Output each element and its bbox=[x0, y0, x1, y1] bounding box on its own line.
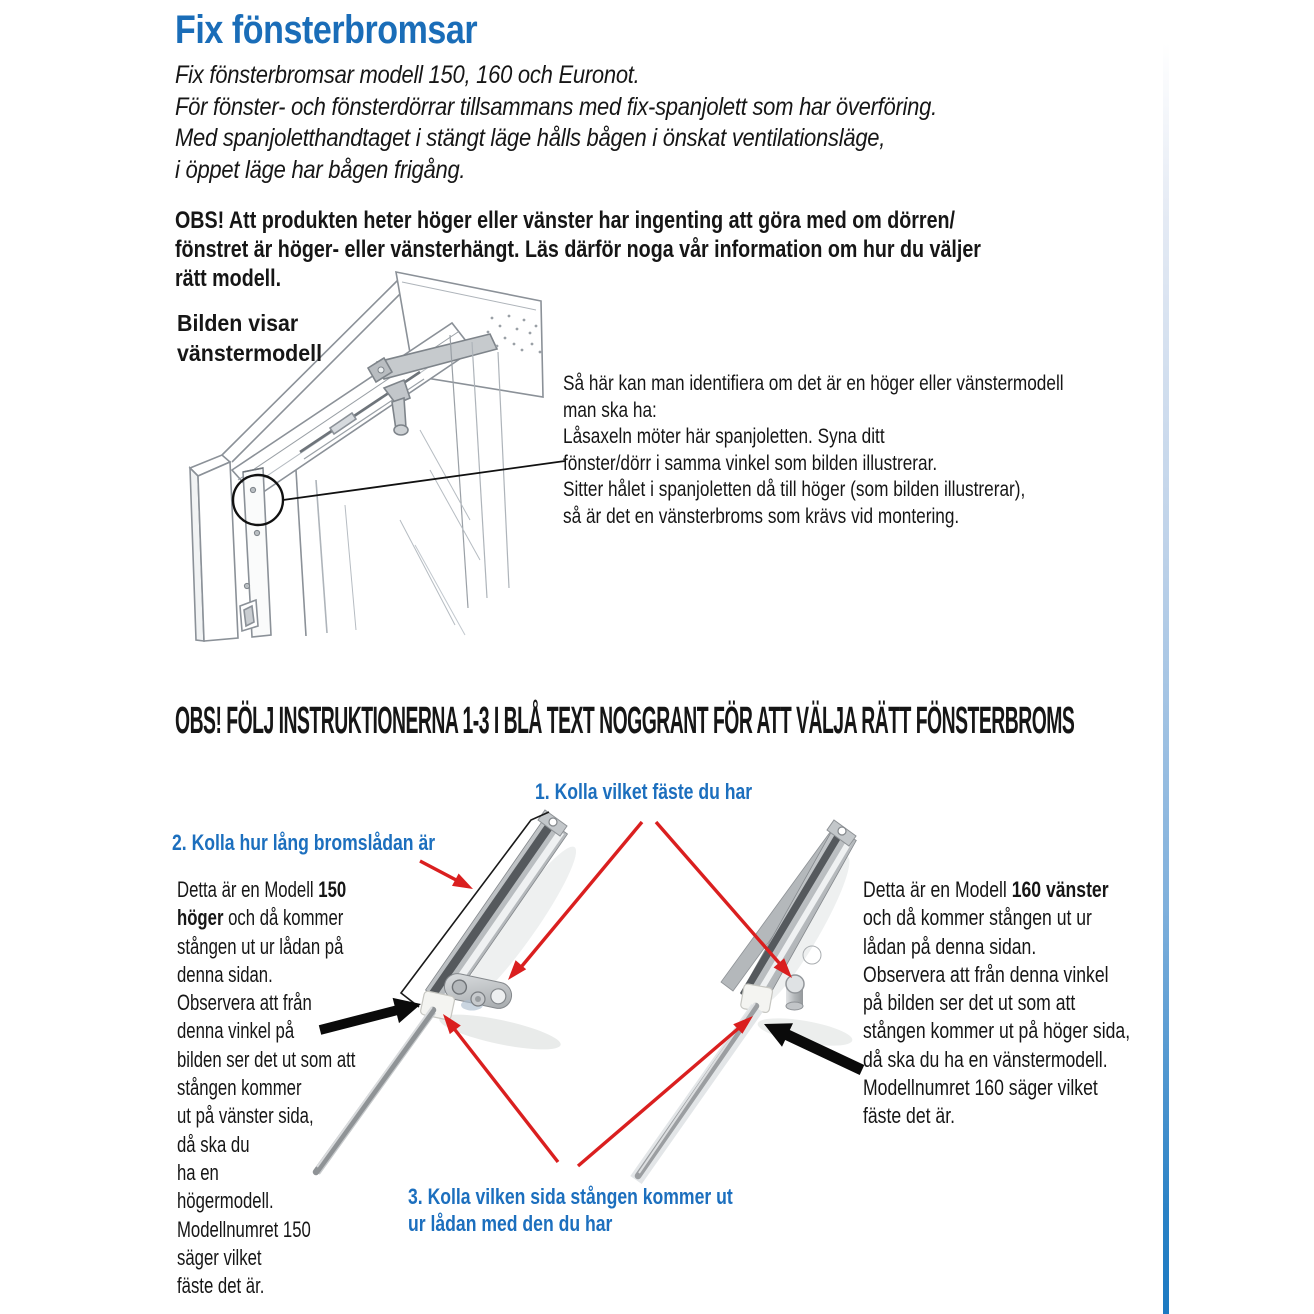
text-line bbox=[177, 1046, 355, 1074]
text-line: Med spanjoletthandtaget i stängt läge hålls bågen i önskat ventilationsläge, bbox=[175, 124, 886, 152]
text-segment: Detta är en Modell bbox=[177, 877, 319, 902]
text-line: OBS! Att produkten heter höger eller vänster har ingenting att göra med om dörren/ bbox=[175, 207, 956, 234]
text-segment: Observera att från bbox=[177, 990, 312, 1016]
text-segment: denna vinkel på bbox=[177, 1018, 295, 1044]
text-line: fönster/dörr i samma vinkel som bilden illustrerar. bbox=[563, 451, 938, 475]
step1-label: 1. Kolla vilket fäste du har bbox=[535, 779, 753, 804]
text-line bbox=[863, 933, 1130, 961]
text-line: rätt modell. bbox=[175, 265, 282, 292]
text-line bbox=[863, 876, 1130, 904]
text-line: vänstermodell bbox=[177, 339, 323, 366]
text-line bbox=[863, 1102, 1130, 1130]
text-line bbox=[177, 933, 355, 961]
step2-label: 2. Kolla hur lång bromslådan är bbox=[172, 830, 436, 855]
text-line: Sitter hålet i spanjoletten då till höger (som bilden illustrerar), bbox=[563, 478, 1026, 501]
text-line bbox=[177, 1017, 355, 1045]
text-segment: då ska du ha en vänstermodell. bbox=[863, 1046, 1108, 1072]
text-segment: fäste det är. bbox=[177, 1273, 265, 1299]
obs-paragraph bbox=[175, 206, 981, 293]
text-line bbox=[863, 1046, 1130, 1074]
text-line: Fix fönsterbromsar modell 150, 160 och Euronot. bbox=[175, 61, 640, 89]
text-segment: ha en bbox=[177, 1159, 219, 1185]
text-line: fönstret är höger- eller vänsterhängt. Läs därför noga vår information om hur du väljer bbox=[175, 236, 981, 263]
text-segment: högermodell. bbox=[177, 1188, 274, 1214]
text-segment: ut på vänster sida, bbox=[177, 1103, 314, 1129]
text-line bbox=[177, 961, 355, 989]
step3-line2: ur lådan med den du har bbox=[408, 1210, 613, 1236]
brake-150-photo bbox=[316, 810, 588, 1174]
text-segment: Modellnumret 160 säger vilket bbox=[863, 1075, 1098, 1101]
text-line bbox=[863, 1074, 1130, 1102]
text-line bbox=[863, 961, 1130, 989]
text-line bbox=[177, 904, 355, 932]
text-segment: 160 vänster bbox=[1011, 877, 1109, 902]
image-caption bbox=[177, 309, 322, 368]
text-line bbox=[177, 1187, 355, 1215]
text-line: För fönster- och fönsterdörrar tillsammans med fix-spanjolett som har överföring. bbox=[175, 92, 937, 121]
text-line bbox=[177, 1244, 355, 1272]
text-segment: stången kommer bbox=[177, 1075, 302, 1101]
text-segment: och då kommer stången ut ur bbox=[863, 905, 1092, 931]
text-line bbox=[863, 1017, 1130, 1045]
text-segment: 150 bbox=[318, 877, 347, 902]
text-line bbox=[177, 989, 355, 1017]
text-line: Låsaxeln möter här spanjoletten. Syna ditt bbox=[563, 425, 885, 448]
model-160-description bbox=[863, 876, 1130, 1131]
text-line bbox=[177, 1159, 355, 1187]
text-line: Bilden visar bbox=[177, 310, 299, 336]
page-edge-gradient-bar bbox=[1163, 43, 1169, 1314]
text-line bbox=[177, 876, 355, 904]
text-line bbox=[863, 989, 1130, 1017]
text-line bbox=[177, 1131, 355, 1159]
intro-paragraph bbox=[175, 60, 937, 186]
brake-160-photo bbox=[636, 820, 860, 1180]
text-segment: då ska du bbox=[177, 1131, 250, 1157]
identify-paragraph bbox=[563, 371, 1064, 530]
text-segment: lådan på denna sidan. bbox=[863, 933, 1037, 959]
text-segment: stången ut ur lådan på bbox=[177, 933, 344, 959]
text-line: man ska ha: bbox=[563, 398, 657, 422]
text-segment: säger vilket bbox=[177, 1244, 262, 1270]
text-segment: denna sidan. bbox=[177, 961, 273, 987]
text-line bbox=[177, 1102, 355, 1130]
model-150-description bbox=[177, 876, 355, 1300]
text-segment: fäste det är. bbox=[863, 1103, 955, 1129]
text-segment: Observera att från denna vinkel bbox=[863, 961, 1109, 987]
text-line bbox=[177, 1074, 355, 1102]
text-segment: och då kommer bbox=[223, 905, 344, 931]
red-arrow-step1-right bbox=[656, 822, 792, 978]
text-line: i öppet läge har bågen frigång. bbox=[175, 155, 466, 184]
red-arrow-step2 bbox=[420, 861, 473, 889]
page-title: Fix fönsterbromsar bbox=[175, 8, 478, 52]
text-line: Så här kan man identifiera om det är en höger eller vänstermodell bbox=[563, 372, 1064, 395]
text-line bbox=[863, 904, 1130, 932]
text-segment: Detta är en Modell bbox=[863, 877, 1012, 902]
text-line: så är det en vänsterbroms som krävs vid montering. bbox=[563, 504, 960, 528]
step3-line1: 3. Kolla vilken sida stången kommer ut bbox=[408, 1184, 733, 1209]
text-line bbox=[177, 1216, 355, 1244]
text-segment: på bilden ser det ut som att bbox=[863, 990, 1076, 1016]
text-segment: höger bbox=[177, 905, 224, 931]
annotation-leader-line bbox=[283, 461, 565, 500]
instruction-headline: OBS! FÖLJ INSTRUKTIONERNA 1-3 I BLÅ TEXT NOGGRANT FÖR ATT VÄLJA RÄTT FÖNSTERBROMS bbox=[175, 700, 1075, 742]
text-segment: bilden ser det ut som att bbox=[177, 1046, 356, 1072]
step3-label bbox=[408, 1184, 733, 1237]
text-segment: Modellnumret 150 bbox=[177, 1216, 311, 1242]
text-segment: stången kommer ut på höger sida, bbox=[863, 1018, 1131, 1044]
text-line bbox=[177, 1272, 355, 1300]
